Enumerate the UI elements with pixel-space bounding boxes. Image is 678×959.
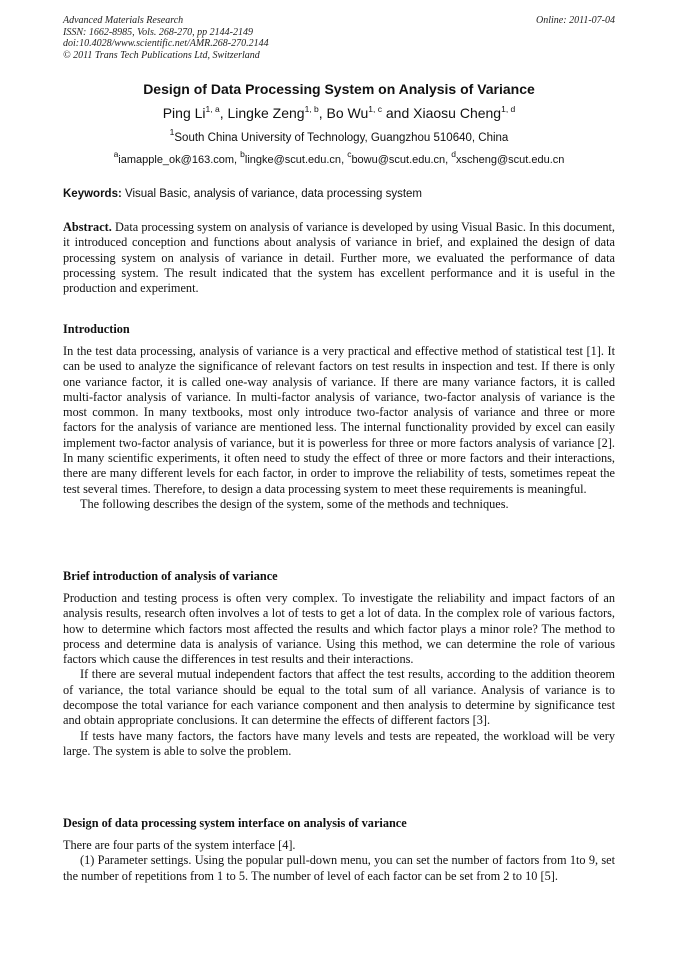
email-address: xscheng@scut.edu.cn (456, 154, 565, 166)
email-separator: , (445, 154, 452, 166)
email-marker: d (451, 149, 457, 159)
author-conjunction: and (382, 105, 414, 121)
email-address: bowu@scut.edu.cn (351, 154, 446, 166)
paragraph: (1) Parameter settings. Using the popular pull-down menu, you can set the number of factors from 1to 9, set the number of repetitions from 1 to 5. The number of level of each factor can be set from 2 to 10 [5]. (63, 853, 615, 883)
abstract-text: Data processing system on analysis of variance is developed by using Visual Basic. In this document, it introduced conception and functions about analysis of variance in brief, and explained the design of data processing system on analysis of variance in detail. Further more, we evaluated the performance of data processing system. The result indicated that the system has excellent performance and it is useful in the production and experiment. (63, 220, 615, 296)
section-heading-introduction: Introduction (63, 322, 130, 336)
author-separator: , (219, 105, 228, 121)
author-separator: , (318, 105, 327, 121)
paragraph: If tests have many factors, the factors have many levels and tests are repeated, the workload will be very large. The system is able to solve the problem. (63, 728, 615, 758)
email-address: lingke@scut.edu.cn (244, 154, 342, 166)
keywords-text: Visual Basic, analysis of variance, data processing system (121, 188, 423, 200)
issn-line: ISSN: 1662-8985, Vols. 268-270, pp 2144-2149 (63, 26, 253, 38)
paper-title: Design of Data Processing System on Analysis of Variance (143, 81, 535, 97)
section-design (63, 838, 615, 884)
paragraph: If there are several mutual independent factors that affect the test results, according to the addition theorem of variance, the total variance should be equal to the total sum of all variance. Analysis of variance is to decompose the total variance for each variance component and then analysis to determine by significance test and obtain appropriate conclusions. It can determine the effects of different factors [3]. (63, 667, 615, 728)
section-brief-introduction (63, 591, 615, 759)
email-list (0, 149, 678, 168)
email-marker: c (347, 149, 352, 159)
email-marker: a (113, 149, 119, 159)
paragraph: The following describes the design of the system, some of the methods and techniques. (80, 496, 509, 511)
author-list (0, 103, 678, 123)
section-heading-design: Design of data processing system interface on analysis of variance (63, 816, 407, 830)
affiliation-marker: 1 (169, 127, 175, 137)
keywords-label: Keywords: (63, 188, 122, 200)
online-date: Online: 2011-07-04 (536, 15, 615, 26)
email-address: iamapple_ok@163.com (118, 154, 235, 166)
author-marker: 1, d (501, 104, 516, 114)
affiliation-text: South China University of Technology, Guangzhou 510640, China (174, 132, 509, 144)
abstract (63, 220, 615, 296)
email-separator: , (234, 154, 241, 166)
abstract-label: Abstract. (63, 220, 112, 234)
author-marker: 1, a (205, 104, 220, 114)
journal-header (63, 15, 615, 61)
affiliation (0, 127, 678, 146)
keywords (63, 186, 615, 202)
doi-line: doi:10.4028/www.scientific.net/AMR.268-270.2144 (63, 38, 269, 49)
section-heading-brief-introduction: Brief introduction of analysis of variance (63, 569, 278, 583)
author-marker: 1, b (304, 104, 319, 114)
email-separator: , (341, 154, 348, 166)
author-marker: 1, c (368, 104, 382, 114)
email-marker: b (240, 149, 245, 159)
author-name: Xiaosu Cheng (413, 105, 502, 121)
journal-name: Advanced Materials Research (63, 15, 184, 26)
paragraph: There are four parts of the system interface [4]. (63, 838, 296, 852)
section-introduction (63, 344, 615, 512)
paragraph: Production and testing process is often very complex. To investigate the reliability and impact factors of an analysis results, research often involves a lot of tests to get a lot of data. In the complex role of various factors, how to determine which factors most affected the results and which factor plays a minor role? The method to process and determine data is analysis of variance. Using this method, we can determine the role of various factors which cause the differences in test results and their interactions. (63, 591, 615, 667)
author-name: Ping Li (162, 105, 206, 121)
author-name: Bo Wu (326, 105, 369, 121)
paragraph: In the test data processing, analysis of variance is a very practical and effective method of statistical test [1]. It can be used to analyze the significance of relevant factors on test results in inspection and test. If there is only one variance factor, it is called one-way analysis of variance. If there are many variance factors, it is called multi-factor analysis of variance. In multi-factor analysis of variance, two-factor analysis of variance is the most common. In many textbooks, most only introduce two-factor analysis of variance and three or more factors for the analysis of variance are mentioned less. The internal functionality provided by excel can easily implement two-factor analysis of variance, but it is powerless for three or more factors analysis of variance [2]. In many scientific experiments, it often need to study the effect of three or more factors and their interactions, there are many different levels for each factor, in order to improve the reliability of tests, sometimes repeat the test several times. Therefore, to design a data processing system to meet these requirements is meaningful. (63, 344, 615, 496)
copyright-line: © 2011 Trans Tech Publications Ltd, Switzerland (63, 49, 260, 61)
author-name: Lingke Zeng (227, 105, 305, 121)
